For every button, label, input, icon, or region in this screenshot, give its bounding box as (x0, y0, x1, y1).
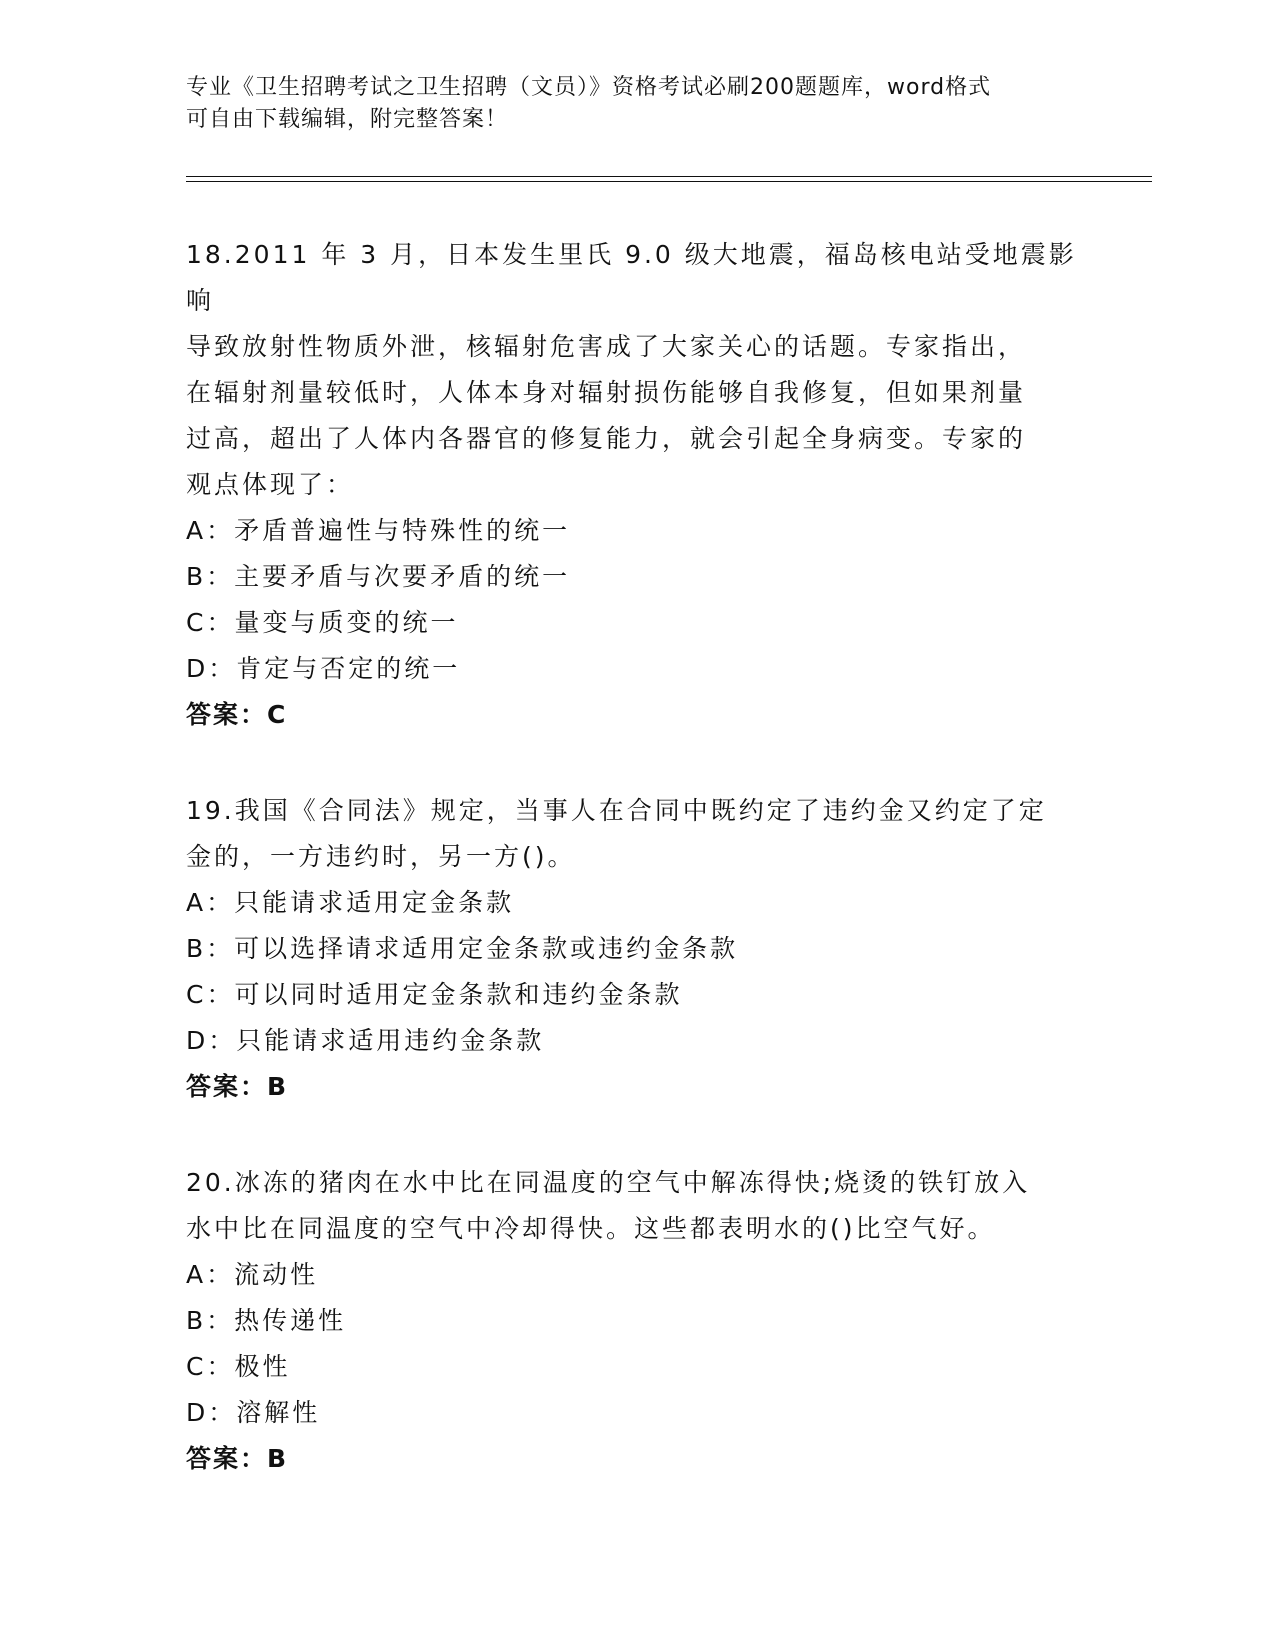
option-d: D：只能请求适用违约金条款 (186, 1026, 545, 1055)
option-a: A：只能请求适用定金条款 (186, 888, 515, 917)
question-19 (186, 788, 1086, 1110)
question-stem-line: 20.冰冻的猪肉在水中比在同温度的空气中解冻得快;烧烫的铁钉放入 (186, 1168, 1031, 1197)
document-header (186, 72, 1086, 136)
option-a: A：流动性 (186, 1260, 319, 1289)
question-stem-line: 在辐射剂量较低时，人体本身对辐射损伤能够自我修复，但如果剂量 (186, 378, 1027, 407)
question-stem-line: 19.我国《合同法》规定，当事人在合同中既约定了违约金又约定了定 (186, 796, 1047, 825)
question-list (186, 232, 1086, 1532)
question-stem-line: 18.2011 年 3 月，日本发生里氏 9.0 级大地震，福岛核电站受地震影响 (186, 240, 1077, 315)
question-stem-line: 观点体现了： (186, 470, 355, 499)
option-b: B：热传递性 (186, 1306, 347, 1335)
question-stem-line: 过高，超出了人体内各器官的修复能力，就会引起全身病变。专家的 (186, 424, 1027, 453)
answer: 答案：C (186, 700, 288, 729)
option-b: B：主要矛盾与次要矛盾的统一 (186, 562, 571, 591)
answer: 答案：B (186, 1072, 289, 1101)
option-a: A：矛盾普遍性与特殊性的统一 (186, 516, 571, 545)
option-c: C：量变与质变的统一 (186, 608, 459, 637)
option-b: B：可以选择请求适用定金条款或违约金条款 (186, 934, 739, 963)
option-c: C：可以同时适用定金条款和违约金条款 (186, 980, 683, 1009)
header-line-2: 可自由下载编辑，附完整答案！ (186, 107, 509, 132)
option-d: D：肯定与否定的统一 (186, 654, 461, 683)
header-divider (186, 176, 1152, 182)
question-20 (186, 1160, 1086, 1482)
question-stem-line: 水中比在同温度的空气中冷却得快。这些都表明水的()比空气好。 (186, 1214, 996, 1243)
option-c: C：极性 (186, 1352, 291, 1381)
question-stem-line: 金的，一方违约时，另一方()。 (186, 842, 576, 871)
question-18 (186, 232, 1086, 738)
question-stem-line: 导致放射性物质外泄，核辐射危害成了大家关心的话题。专家指出， (186, 332, 1027, 361)
option-d: D：溶解性 (186, 1398, 321, 1427)
answer: 答案：B (186, 1444, 289, 1473)
header-line-1: 专业《卫生招聘考试之卫生招聘（文员）》资格考试必刷200题题库，word格式 (186, 75, 992, 100)
